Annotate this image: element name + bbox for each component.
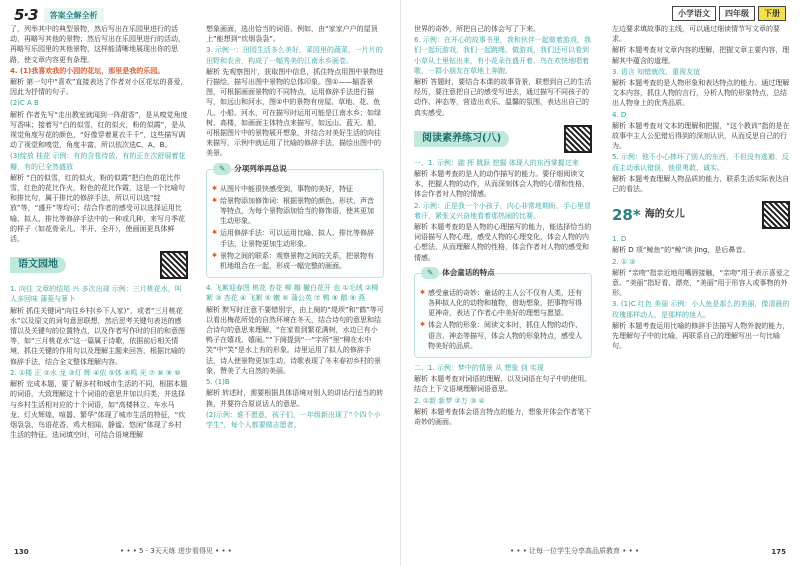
right-page	[400, 0, 800, 566]
text-block: 左边要求填故事的主线，可以通过细读情节写文章的要求。	[612, 25, 780, 44]
answer-line: 二、1. 示例：梦中的情景 从 想象 到 实现	[414, 364, 544, 373]
answer-line: 4. D	[612, 110, 627, 119]
tip-title	[213, 163, 287, 175]
tip-box	[414, 267, 592, 358]
footer-slogan: • • • 5 · 3天天练 进步看得见 • • •	[120, 547, 232, 555]
analysis: 解析 本题考查的是人物形象和表达特点的能力。通过理解文本内容，抓住人物的言行，分析人物的形象特点，总结出人物身上的优秀品质。	[612, 79, 790, 108]
tip-item: ✱ 体会人物的形象：阅读文本时，抓住人物的动作、语言、神态等描写，体会人物的形象特点，感受人物美好的品质。	[420, 320, 586, 351]
qr-code-icon	[160, 251, 188, 279]
tip-title	[421, 267, 495, 279]
answer-line: (2)示例：谁不愿意，孩子们，一年级新出现了“个四个小学生”，每个人都要做志愿者。	[206, 410, 381, 429]
grade-label: 四年级	[719, 6, 755, 21]
tip-title-text: 分项列举再总说	[234, 163, 287, 173]
tip-item: ✱ 感受童话的奇妙：童话的主人公不仅有人类，还有各种拟人化的动物和植物，借助想象，把事物写得更神奇，表达了作者心中美好的理想与愿望。	[420, 288, 586, 319]
section-title: 阅读素养练习(八)	[414, 131, 509, 147]
answer-line: 5. (1)B	[206, 378, 230, 387]
analysis: 解析 本题考查对文章内容的理解，把握文章主要内容，理解其中蕴含的道理。	[612, 46, 790, 65]
analysis: 解析 D 项“鲸鱼”的“鲸”读 jīng，是后鼻音。	[612, 246, 750, 255]
right-column-1	[414, 24, 592, 529]
lesson-title: 海的女儿	[644, 209, 685, 221]
analysis: 解析 本题考查对文本的理解和把握，“这个教训”指的是在故事中主人公犯错后得到的深刻认识，从而反思自己的行为。	[612, 121, 790, 151]
answer-line: 2. ①新 新梦 ②万 ③ ④	[414, 396, 485, 405]
analysis: 解析 默写时注意不要错别字，由上阕的“堤坝”和“鹤”等可以看出梅花所处的自然环境在冬天，结合诗句的意思和结合诗句的意思来理解，“在家看到繁花满树，水边已有小鸭子在嬉戏、嬉闹。”“下阕提到“一”字所”里“柳在水中笑”中“笑”是水上有的形象。诗里运用了拟人的修辞手法，诗人使景物更加生动，诗歌表现了冬末春初乡村的景象，赞美了大自然的美丽。	[206, 305, 384, 375]
answer-line: 2. ①楼 正 ②水 龙 ③灯 辉 ④依 ⑤体 ⑥鸣 光 ⑦ ⑧ ⑨ ⑩	[10, 368, 181, 377]
text-block: 想象画面，选出恰当的词语。例如，由“家家户户的屋顶上”能想到“炊烟袅袅”。	[206, 25, 378, 44]
subject-label: 小学语文	[672, 6, 716, 21]
section-header	[414, 126, 592, 152]
answer-line: (3)绽放 桂花 示例：有的含苞待放，有的正在次舒展着花瓣，有的已全然盛放	[10, 152, 186, 171]
answer-line: 2. 示例：正是我一个小孩子，内心非常地期盼，手心里冒着汗，紧张又兴奋地看着那热闹的比赛。	[414, 201, 591, 220]
answer-line: (2)C A B	[10, 99, 39, 108]
analysis: 解析 本题考查对词语的理解，以及词语在句子中的使用。结合上下文语境理解词语意思。	[414, 375, 592, 394]
page-number: 130	[14, 548, 29, 556]
tip-item: ✱ 运用修辞手法：可以运用比喻、拟人、排比等修辞手法，让景物更加生动形象。	[212, 228, 378, 248]
tip-badge-icon: ✎	[213, 163, 231, 175]
text-block: 了，列举其中的典型景物，然后写出在乐园里进行的活动，再略写其他的景物；然后写出在乐园里进行的活动，再略写乐园里的其他景物，这样能清晰地展现出你的思路，使文章内容更有条理。	[10, 25, 185, 64]
header-tag: 答案全解全析	[44, 8, 104, 23]
qr-code-icon	[762, 201, 790, 229]
lesson-number: 28*	[612, 206, 641, 225]
analysis: 解析 答题时，要结合本课的故事背景，联想到自己的生活经历，要注意把自己的感受写进去，通过描写不同孩子的动作、神态等，营造出欢乐、温馨的氛围，表达出自己的真实感受。	[414, 78, 592, 117]
header-left	[14, 6, 104, 24]
page-number: 175	[771, 548, 786, 556]
section-header	[612, 202, 790, 228]
answer-line: 1. D	[612, 235, 627, 244]
analysis: 解析 本题考查的是人的动作描写的能力。要仔细阅读文本，把握人物的动作，从而深刻体会人物的心情和性格，体会作者对人物的情感。	[414, 170, 589, 199]
analysis: 解析 “亲吻”指亲近地用嘴唇接触，“亲吻”用于表示喜爱之意。“美丽”指好看、漂亮，“美丽”用于形容人或事物的外形。	[612, 268, 790, 298]
book-logo: 5·3	[14, 6, 38, 24]
analysis: 解析 转述时，需要根据具体语境对别人的讲话行适当的转换，并要符合原说话人的意思。	[206, 389, 384, 408]
analysis: 解析 本题考查运用比喻的修辞手法描写人物外貌的能力，先理解句子中的比喻，再联系自己的理解写出一句比喻句。	[612, 321, 790, 351]
volume-label: 下册	[758, 6, 786, 21]
analysis: 解析 完成本题，要了解多村和城市生活的不同，根据本题的词语，大致理解这十个词语的意思并加以归类，并选择与乡村生活相对应的十个词语，如“高楼林立、车水马龙、灯火辉煌、喧嚣、繁华”体现了城市生活的特征，“炊烟袅袅、鸟语花香、鸡犬相闻、静谧、悠闲”体现了乡村生活的特征。选词填空时，可结合语境理解	[10, 380, 188, 440]
left-column-1	[10, 24, 188, 529]
analysis: 解析 作者先写“走出教室就闻到一阵甜香”，是从嗅觉角度写香味；接着写“白的似雪，红的似火，粉的似霞”，是从视觉角度写花的颜色，“好像穿着夏衣千千”，这些描写调动了视觉和嗅觉，角度丰富，所以依次选C、A、B。	[10, 110, 188, 150]
answer-line: 3. 示例一：田园生活多么美好，菜园里的蔬菜，一片片的田野和农舍，构成了一幅秀美的江南水乡画卷。	[206, 46, 383, 65]
analysis: 解析 先观察图片，获取图中信息，抓住特点用图中景物进行描绘，描写出图中景物的总体印象。图①——辐香景图，可根据画面景物的不同特点，运用修辞手法进行描写，如远山和河水，图②中的景物有房屋、草地、花、鱼儿、小船、河水，可在描写时运用可能是江南水乡；如绿树、高楼，如画面主体特点来描写，如远山、蓝天、船，可根据图片中的景物展开想象，并结合对美好生活的向往来描写，示例中就运用了比喻的修辞手法，描绘出图中的美景。	[206, 67, 384, 158]
analysis: 解析 抓住关键词“向往乡村(乡下人家)”，或者“三月桃花水”以及原文的词句意思联想，然后思考关键句表达的感情以及关键句的位置特点，以及作者写作时的目的和意图等，如“三月桃花水”这一篇属于诗歌，依据前后相关情境，抓住关键的作用句以及理解主题来回答，根据比喻的修辞手法，结合全文整体理解内容。	[10, 306, 185, 366]
answer-line: 4. (1)我喜欢我的小园的花坛，那里是我的乐园。	[10, 66, 165, 75]
right-column-2	[612, 24, 790, 529]
answer-line: 一、1. 示例：踮 挥 跳跃 挖掘 体现人的东西掌握过来	[414, 158, 579, 167]
analysis: 解析 本题考查体会语言特点的能力，想象并体会作者笔下奇妙的画面。	[414, 407, 592, 427]
section-header	[10, 252, 188, 278]
answer-line: 6. 示例：在开心的故事书里，我和伙伴一起做着游戏，我们一起玩游戏，我们一起跳绳、做游戏，我们还可以看到小草从土里钻出来，有小花朵在盛开着、鸟在欢快地唱着歌，一群小朋友在草地上奔跑。	[414, 36, 591, 75]
answer-line: 1. 向往 文章的结尾 兴 多次出现 示例：三月桃花水，叫人多回味 蒲菱与萝卜	[10, 285, 182, 304]
answer-line: 4. 飞絮迎春图 桃花 杏花 柳 瓣 撇白花开 也 ①毛绒 ②柳絮 ③ 杏花 ④ 飞絮 ⑤ 嫩 ⑥ 蒲公英 ⑦ 鸭 ⑧ 鹅 ⑨ 燕	[206, 284, 379, 303]
tip-item: ✱ 景物之间的联系：观察景物之间的关系，把景物有机地组合在一起，形成一幅完整的画面。	[212, 251, 378, 271]
section-title: 语文园地	[10, 257, 66, 273]
header-right	[672, 6, 786, 21]
tip-badge-icon: ✎	[421, 267, 439, 279]
analysis: 解析 本题考查的是人物的心理描写的能力，能选择恰当的词语描写人物心理，感受人物的心理变化，体会人物的内心想法，从而理解人物的性格，体会作者对人物的感受和情感。	[414, 223, 592, 262]
tip-title-text: 体会童话的特点	[442, 267, 495, 277]
answer-line: 2. ① ②	[612, 257, 636, 266]
answer-line: 3. 语言 知错就改、重视友谊	[612, 67, 701, 76]
analysis: 解析 “白的似雪，红的似火，粉的似霞”把白色的花比作雪，红色的花比作火，粉色的花比作霞，这是一个比喻句和排比句，属于排比的修辞手法，所以可以选“绽放”等，“盛开”等均可；结合作者的感受可以选择运用比喻、拟人、排比等修辞手法中的一种或几种，来写月季花的样子（如花骨朵儿、半开、全开），使画面更具体鲜活。	[10, 173, 185, 244]
answer-line: 5. 示例：他不小心摔坏了别人的东西，不但没有逃避，反而主动承认错误，他很勇敢、诚实。	[612, 153, 789, 172]
answer-line: 3. (1)C 红色 美丽 示例：小人鱼是那么的美丽，像清晨的玫瑰那样动人，是那样的迷人。	[612, 300, 790, 319]
left-column-2	[206, 24, 384, 529]
tip-item: ✱ 给景物添加修饰词：根据景物的颜色、形状、声音等特点，为每个景物添加恰当的修饰语，使其更加生动形象。	[212, 196, 378, 227]
analysis: 解析 第一句中“喜欢”直接表达了作者对小区花坛的喜爱，因此为抒情的句子。	[10, 78, 188, 97]
footer-slogan: • • • 让每一位学生分享高品质教育 • • •	[510, 547, 640, 555]
tip-box	[206, 163, 384, 279]
text-block: 世界的奇妙，所把自己的体会写了下来。	[414, 25, 540, 33]
tip-item: ✱ 从图片中能很快感受到，事物的美好，特征	[212, 184, 378, 194]
qr-code-icon	[564, 125, 592, 153]
analysis: 解析 本题考查理解人物品质的能力，联系生活实际表达自己的看法。	[612, 174, 790, 194]
